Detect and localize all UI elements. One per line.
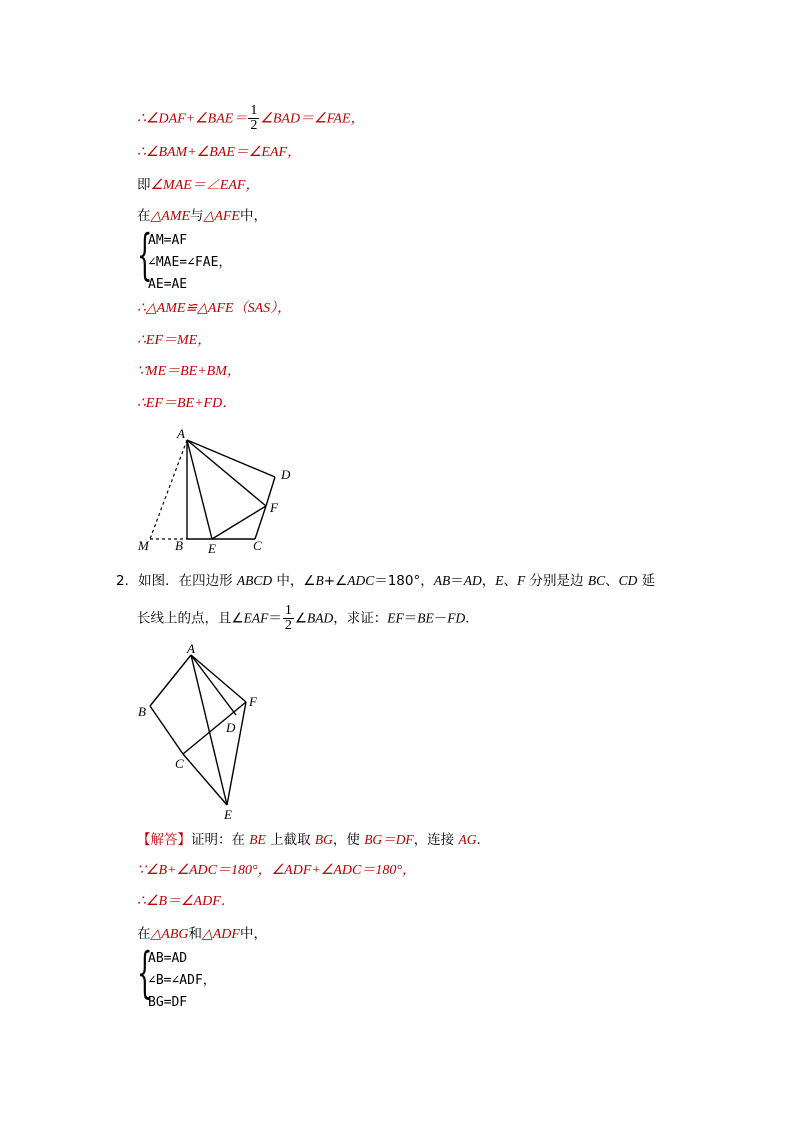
problem2-line1 <box>116 571 655 591</box>
p2-bc: BC <box>587 573 606 588</box>
s2-text-i: ，连接 <box>413 832 459 848</box>
fraction-numerator: 1 <box>250 103 258 118</box>
p2l2-angle: ∠ <box>294 610 307 627</box>
fig1-label-e: E <box>208 541 216 556</box>
system-2-eq2: ∠B=∠ADF， <box>148 973 216 988</box>
s2-text-c: 上截取 <box>265 832 315 848</box>
p2-text-g: ＝180°， <box>374 573 434 589</box>
p2-abcd: ABCD <box>236 573 273 588</box>
solution2-line3: ∴∠B＝∠ADF． <box>137 894 235 909</box>
proof1-line1-pre: ∴∠DAF+∠BAE＝ <box>137 111 248 127</box>
p2-text-a: 如图．在四边形 <box>138 573 237 589</box>
fig2-label-f: F <box>249 694 257 709</box>
text-and: 与 <box>190 208 204 224</box>
solution2-line2: ∵∠B+∠ADC＝180°，∠ADF+∠ADC＝180°， <box>137 863 416 878</box>
p2l2-fd: FD <box>447 610 466 626</box>
solution2-line4 <box>137 924 267 945</box>
p2-text-s: 延 <box>637 573 656 589</box>
p2-adc: ADC <box>347 573 375 588</box>
fig1-label-a: A <box>177 426 185 441</box>
triangle-adf: △ADF <box>201 927 240 942</box>
proof1-line3-prefix: 即 <box>137 177 151 193</box>
p2l2-minus: － <box>433 610 448 627</box>
fig1-label-b: B <box>175 538 183 553</box>
fig2-label-a: A <box>187 641 195 656</box>
system-1-eq2: ∠MAE=∠FAE， <box>148 255 232 270</box>
p2l2-eq2: ＝ <box>403 610 418 627</box>
fig2-label-d: D <box>226 720 236 735</box>
proof1-line5: ∴△AME≌△AFE（SAS）， <box>137 301 292 316</box>
p2-eq: ＝ <box>450 573 464 589</box>
proof1-line7: ∵ME＝BE+BM， <box>137 364 241 379</box>
fig2-label-c: C <box>175 756 184 771</box>
fraction-denominator-2: 2 <box>284 618 292 633</box>
triangle-afe: △AFE <box>203 209 240 224</box>
s2-eq: ＝ <box>382 832 396 847</box>
p2l2-ef: EF <box>387 610 404 626</box>
s2-period: ． <box>476 832 490 848</box>
proof1-line1-post: ∠BAD＝∠FAE， <box>260 111 365 127</box>
p2l2-eq: ＝ <box>268 610 282 627</box>
p2-sep: 、 <box>503 573 517 589</box>
fig1-label-f: F <box>270 500 278 515</box>
p2-text-e: +∠ <box>323 573 348 589</box>
p2l2-prove: ，求证： <box>333 610 388 627</box>
left-brace-1: { <box>137 223 153 286</box>
fig2-label-b: B <box>138 704 146 719</box>
s2-text-a: 证明：在 <box>191 832 250 848</box>
s2-text-in-suffix: 中， <box>239 926 267 942</box>
p2l2-be: BE <box>417 610 434 626</box>
p2-sep2: 、 <box>605 573 619 589</box>
problem2-line2 <box>137 604 479 633</box>
p2-cd: CD <box>618 573 638 588</box>
fraction-numerator-2: 1 <box>284 603 292 618</box>
p2l2-text-a: 长线上的点，且∠ <box>137 610 244 627</box>
p2-comma: ， <box>481 573 496 589</box>
s2-df: DF <box>395 832 414 847</box>
p2l2-eaf: EAF <box>243 610 269 626</box>
s2-bg2: BG <box>364 832 383 847</box>
p2-f: F <box>517 573 526 588</box>
system-2-eq3: BG=DF <box>148 995 188 1010</box>
proof1-line2: ∴∠BAM+∠BAE＝∠EAF， <box>137 145 302 160</box>
solution2-line1 <box>137 830 490 850</box>
system-1-eq1: AM=AF <box>148 233 188 248</box>
p2-e: E <box>495 573 504 588</box>
triangle-abg: △ABG <box>150 927 189 942</box>
p2-b: B <box>315 573 324 588</box>
left-brace-2: { <box>137 941 153 1004</box>
p2-ab: AB <box>433 573 451 588</box>
problem-number: 2． <box>116 573 139 589</box>
p2-text-c: 中，∠ <box>272 573 316 589</box>
text-in: 在 <box>137 208 151 224</box>
proof1-line3-body: ∠MAE＝∠EAF， <box>150 178 260 193</box>
triangle-ame: △AME <box>150 209 191 224</box>
p2l2-period: ． <box>465 610 479 627</box>
s2-ag: AG <box>458 832 477 847</box>
proof1-line6: ∴EF＝ME， <box>137 333 212 348</box>
fig1-label-d: D <box>281 467 291 482</box>
system-2 <box>148 948 216 1014</box>
fraction-denominator: 2 <box>250 118 258 133</box>
system-2-eq1: AB=AD <box>148 951 188 966</box>
answer-tag: 【解答】 <box>137 832 191 848</box>
s2-text-e: ，使 <box>332 832 365 848</box>
s2-bg: BG <box>314 832 333 847</box>
text-in-suffix: 中， <box>239 208 267 224</box>
s2-be: BE <box>249 832 266 847</box>
fig1-label-m: M <box>138 538 149 553</box>
p2-text-o: 分别是边 <box>525 573 588 589</box>
s2-text-in: 在 <box>137 926 151 942</box>
proof1-line8: ∴EF＝BE+FD． <box>137 396 237 411</box>
fig2-label-e: E <box>224 807 232 822</box>
system-1-eq3: AE=AE <box>148 277 188 292</box>
p2l2-bad: BAD <box>306 610 334 626</box>
s2-text-and: 和 <box>188 926 202 942</box>
fig1-label-c: C <box>253 538 262 553</box>
p2-ad: AD <box>463 573 482 588</box>
fraction-one-half-2 <box>283 604 294 633</box>
